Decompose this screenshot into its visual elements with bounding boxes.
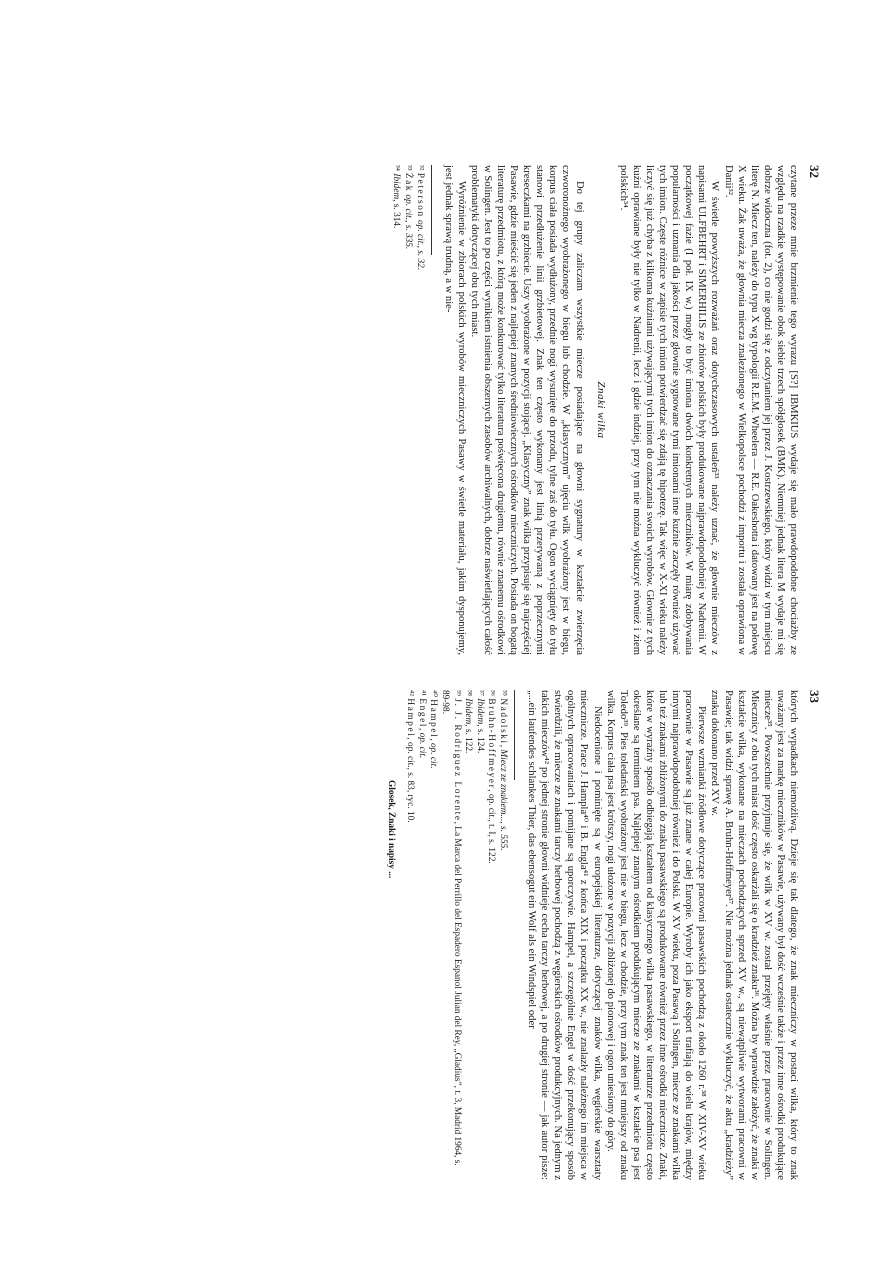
footnote: ⁴¹ Engel, op. cit. bbox=[416, 690, 427, 759]
paragraph: których wypadkach niemożliwą. Dzieje się tak dlatego, że znak mieczniczy w postaci wilka, który to znak uważany jest za markę mieczników w Pasawie, używany był dość wcześnie także i przez inne ośrodki produkujące miecze³⁵. Powszechnie przyjmuje się, że wilk w XV w. został przejęty właśnie przez pracownie w Solingen. Miecznicy z obu tych miast dość często oskarżali się o kradzież znaku³⁶. Można by wprawdzie założyć, że znaki w kształcie wilka, wykonane na mieczach pochodzących sprzed XV w., są niewątpliwie wytworami pracowni w Pasawie; tak widzi sprawę A. Bruhn-Hoffmeyer³⁷. Nie można jednak ostatecznie wykluczyć, że aktu „kradzieży” znaku dokonano przed XV w. bbox=[709, 690, 799, 1180]
page-number-right: 33 bbox=[807, 690, 822, 703]
footnote: ³³ Żak op. cit., s. 335. bbox=[402, 165, 413, 250]
left-page bbox=[110, 165, 822, 655]
paragraph: W świetle powyższych rozważań oraz dotychczasowych ustaleń³³ należy uznać, że głownie mieczów z napisami ULFBEHRT i SIMERHILIS ze zbiorów polskich były produkowane najprawdopodobniej w Nadrenii. W początkowej fazie (I poł. IX w.) mogły to być imiona dwóch konkretnych mieczników. W miarę zdobywania popularności i uznania dla jakości przez głownie sygnowane tymi imionami inne kuźnie zaczęły również używać tych imion. Częste różnice w zapisie tych imion potwierdzać się zdają tę hipotezę. Tak więc w X-XI wieku należy liczyć się już chyba z kilkoma kuźniami używającymi tych imion do oznaczania swoich wyrobów. Głownie z tych kuźni oprawiane były nie tylko w Nadrenii, lecz i gdzie indziej, przy tym nie można wykluczyć również i ziem polskich³⁴. bbox=[617, 165, 721, 655]
paragraph: Pierwsze wzmianki źródłowe dotyczące pracowni pasawskich pochodzą z około 1260 r.³⁸ W XIV-XV wieku pracownie w Pasawie są już znane w całej Europie. Wyroby ich jako eksport trafiają do wielu krajów, między innymi najprawdopodobniej również i do Polski. W XV wieku, poza Pasawą i Solingen, miecze ze znakami wilka lub też znakami zbliżonymi do znaku pasawskiego są produkowane również przez inne ośrodki miecznicze. Znaki, które w wyraźny sposób odbiegają kształtem od klasycznego wilka pasawskiego, w literaturze przedmiotu często określane są terminem psa. Najlepiej znanym ośrodkiem produkującym miecze ze znakami w kształcie psa jest Toledo³⁹. Pies toledański wyobrażony jest nie w biegu, lecz w chodzie, przy tym znak ten jest mniejszy od znaku wilka. Korpus ciała psa jest krótszy, nogi ułożone w pozycji zbliżonej do pionowej i ogon uniesiony do góry. bbox=[604, 690, 708, 1180]
right-page bbox=[80, 690, 822, 1180]
footnote: ³⁶ Bruhn-Hoffmeyer, op. cit., t. I, s. 122. bbox=[486, 690, 497, 864]
footnote: ³² Peterson op. cit., s. 32. bbox=[414, 165, 425, 271]
footnote: ³⁹ J. J. Rodriguez Lorente, La Marca del Perrillo del Espadero Espanol Julian del Rey, „Gladius”, t. 3, Madrid 1964, s. 89-98. bbox=[440, 690, 462, 1166]
footnotes-left bbox=[390, 165, 425, 655]
footnote-rule bbox=[431, 165, 432, 255]
paragraph: Wyróżnienie w zbiorach polskich wyrobów mieczniczych Pasawy w świetle materiału, jakim dysponujemy, jest jednak sprawą trudną, a w nie- bbox=[442, 165, 467, 655]
footnote-rule bbox=[514, 690, 515, 780]
left-body bbox=[442, 165, 800, 655]
section-heading: Znaki wilka bbox=[594, 381, 607, 439]
paragraph: czytane przeze mnie brzmienie tego wyrazu [S?] IBMKIUS wydaje się mało prawdopodobne chociażby ze względu na rzadkie występowanie obok siebie trzech spółgłosek (BMK). Niemniej jednak litera M wydaje mi się dobrze widoczna (fot. 2), co nie godzi się z odczytaniem jej przez J. Kostrzewskiego, który widzi w tym miejscu literę N. Miecz ten, należy do typu X wg typologii R.E.M. Wheelera — R.E. Oakeshotta i datowany jest na połowę X wieku. Żak uważa, że głownia miecza znalezionego w Wielkopolsce pochodzi z importu i została oprawiona w Danii³². bbox=[722, 165, 799, 655]
footnotes-right bbox=[404, 690, 508, 1180]
footnote: ³⁸ Ibidem, s. 122. bbox=[463, 690, 474, 754]
footnote: ⁴⁰ Hampel, op. cit. bbox=[428, 690, 439, 769]
page-number-left: 32 bbox=[807, 165, 822, 178]
footnote: ³⁴ Ibidem, s. 314. bbox=[391, 165, 402, 229]
footnote: ³⁵ Nadolski, Miecz ze znakiem..., s. 555. bbox=[498, 690, 509, 851]
paragraph: Do tej grupy zaliczam wszystkie miecze posiadające na głowni sygnatury w kształcie zwierzęcia czworonożnego wyobrażonego w biegu lub chodzie. W „klasycznym” ujęciu wilk wyobrażony jest w biegu, korpus ciała posiada wydłużony, przednie nogi wysunięte do przodu, tylne zaś do tyłu. Ogon wyciągnięty do tyłu stanowi przedłużenie linii grzbietowej. Znak ten często wykonany jest linią przerywaną z poprzecznymi kreseczkami na grzbiecie. Uszy wyobrażone w pozycji stojącej. „Klasyczny” znak wilka przypisuje się najczęściej Pasawie, gdzie mieścić się jeden z najlepiej znanych średniowiecznych ośrodków mieczniczych. Posiada on bogatą literaturę przedmiotu, z którą może konkurować tylko literatura poświęcona drugiemu, równie znanemu ośrodkowi w Solingen. Jest to po części wynikiem istnienia obszernych zasobów archiwalnych, dobrze naświetlających całość problematyki dotyczącej obu tych miast. bbox=[468, 165, 585, 655]
footnote: ³⁷ Ibidem, s. 124. bbox=[474, 690, 485, 754]
paragraph: Niedocenione i pominięte są w europejskiej literaturze, dotyczącej znaków wilka, węgierskie warsztaty miecznicze. Prace J. Hampla⁴⁰ i B. Engla⁴¹ z końca XIX i początku XX w., nie znalazły należnego im miejsca w ogólnych opracowaniach i pomijane są uporczywie. Hampel, a szczególnie Engel w dość przekonujący sposób stwierdzili, że miecze ze znakami tarczy herbowej pochodzą z węgierskich ośrodków produkcyjnych. Na jednym z takich mieczów⁴² po jednej stronie głowni widnieje cecha tarczy herbowej, a po drugiej stronie — jak autor pisze: „...ein laufendes schlankes Thier, das ebensogut ein Wolf als ein Windspiel oder bbox=[526, 690, 603, 1180]
right-body bbox=[525, 690, 800, 1180]
running-foot: Glosek, Znaki i napisy ... bbox=[385, 780, 396, 879]
footnote: ⁴² Hampel, op. cit., s. 83, ryc. 10. bbox=[405, 690, 416, 823]
